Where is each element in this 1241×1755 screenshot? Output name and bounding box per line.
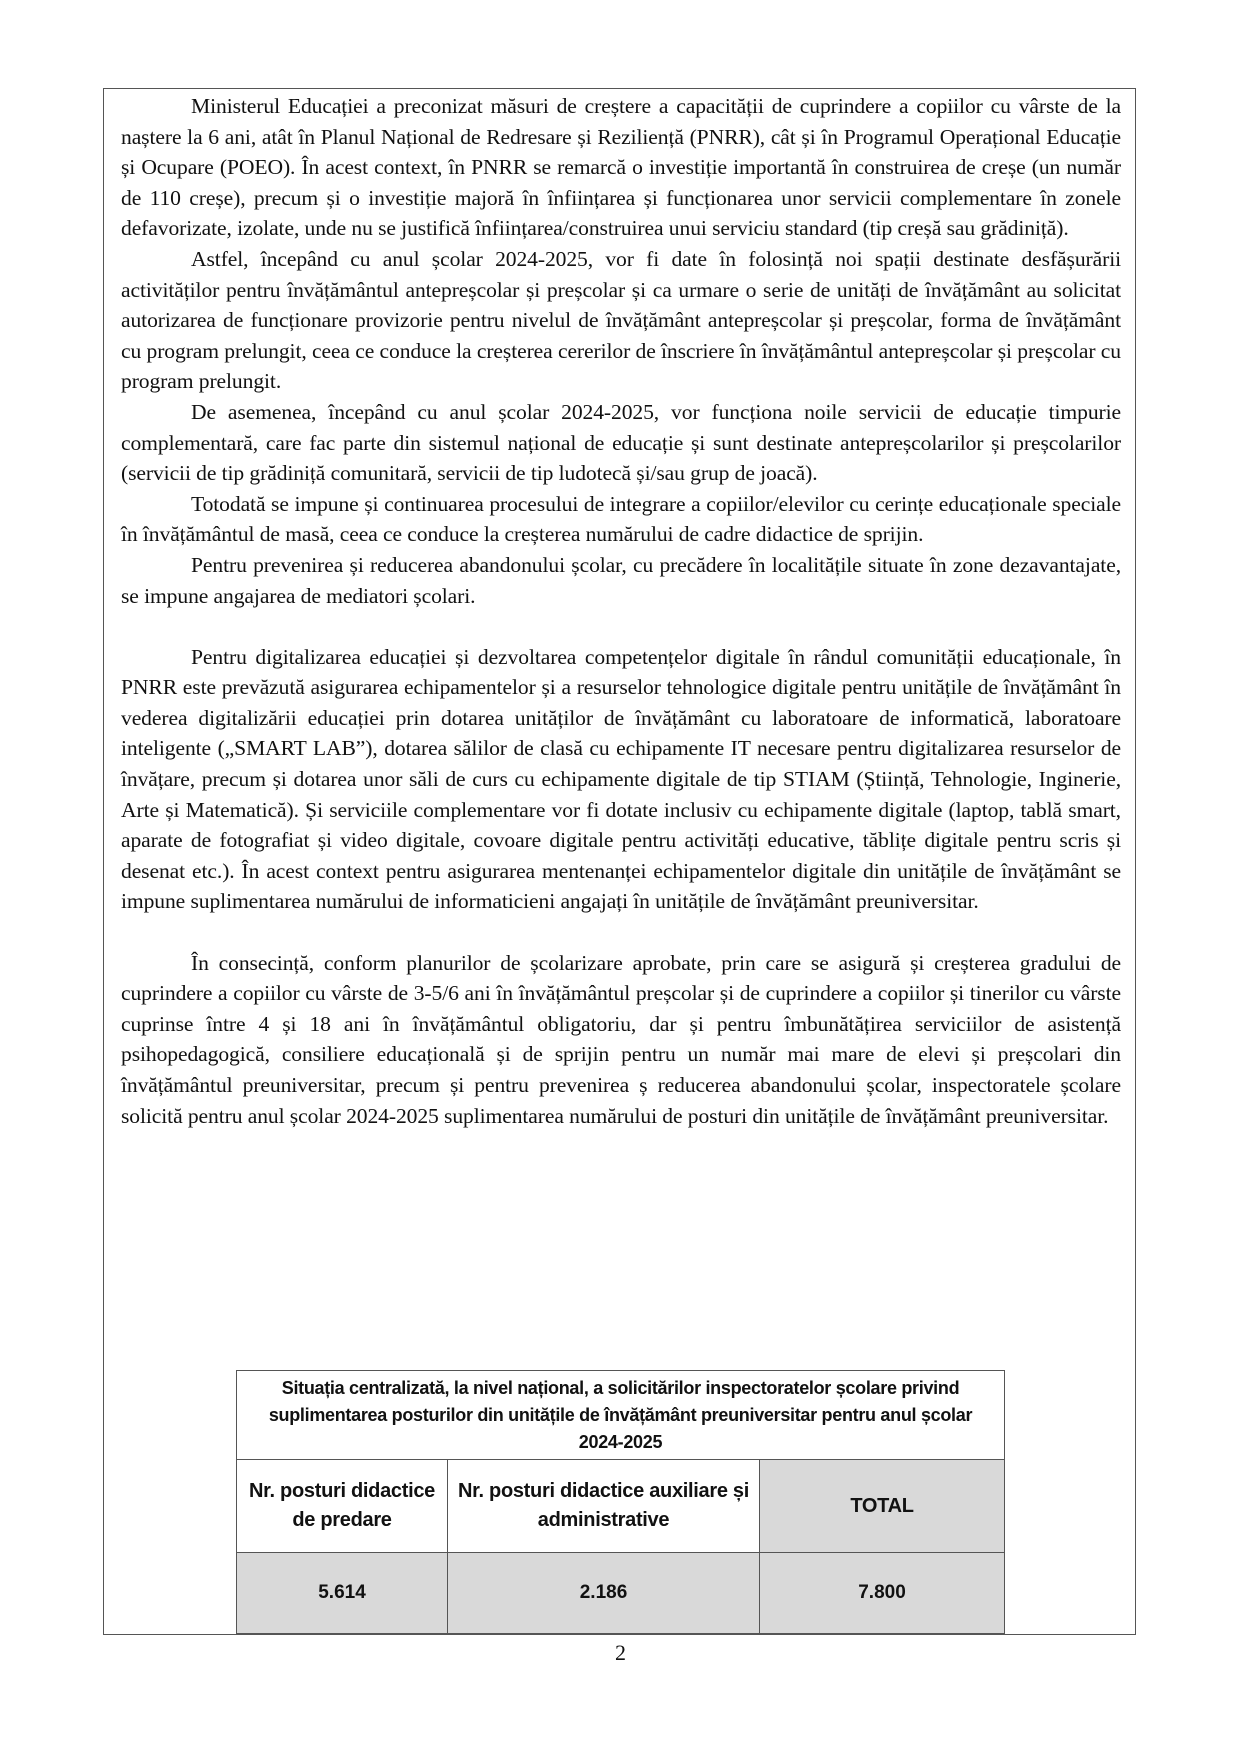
paragraph-new-preschool-spaces: Astfel, începând cu anul școlar 2024-2025, vor fi date în folosință noi spații destinate desfășurării activităților pentru învățământul antepreșcolar și preșcolar și ca urmare o serie de unități de învățământ au solicitat autorizarea de funcționare provizorie pentru nivelul de învățământ antepreșcolar și preșcolar, forma de învățământ cu program prelungit, ceea ce conduce la creșterea cererilor de înscriere în învățământul antepreșcolar și preșcolar cu program prelungit.	[121, 246, 1121, 394]
paragraph-conclusion: În consecință, conform planurilor de școlarizare aprobate, prin care se asigură și creșterea gradului de cuprindere a copiilor cu vârste de 3-5/6 ani în învățământul preșcolar și de cuprindere a copiilor și tinerilor cu vârste cuprinse între 4 și 18 ani în învățământul obligatoriu, dar și pentru îmbunătățirea serviciilor de asistență psihopedagogică, consiliere educațională și de sprijin pentru un număr mai mare de elevi și preșcolari din învățământul preuniversitar, precum și pentru prevenirea ș reducerea abandonului școlar, inspectoratele școlare solicită pentru anul școlar 2024-2025 suplimentarea numărului de posturi din unitățile de învățământ preuniversitar.	[121, 950, 1121, 1128]
header-total: TOTAL	[760, 1460, 1005, 1553]
header-auxiliary-admin-posts: Nr. posturi didactice auxiliare și administrative	[448, 1460, 760, 1553]
paragraph-complementary-services: De asemenea, începând cu anul școlar 2024-2025, vor funcționa noile servicii de educație timpurie complementară, care fac parte din sistemul național de educație și sunt destinate antepreșcolarilor și preșcolarilor (servicii de tip grădiniță comunitară, servicii de tip ludotecă și/sau grup de joacă).	[121, 399, 1121, 486]
paragraph-school-mediators: Pentru prevenirea și reducerea abandonului școlar, cu precădere în localitățile situate în zone dezavantajate, se impune angajarea de mediatori școlari.	[121, 552, 1121, 608]
paragraph-special-needs-integration: Totodată se impune și continuarea procesului de integrare a copiilor/elevilor cu cerințe educaționale speciale în învățământul de masă, ceea ce conduce la creșterea numărului de cadre didactice de sprijin.	[121, 491, 1121, 547]
header-teaching-posts: Nr. posturi didactice de predare	[237, 1460, 448, 1553]
table-row	[237, 1553, 1005, 1634]
value-total: 7.800	[760, 1553, 1005, 1634]
paragraph-digitalization: Pentru digitalizarea educației și dezvoltarea competențelor digitale în rândul comunității educaționale, în PNRR este prevăzută asigurarea echipamentelor și a resurselor tehnologice digitale pentru unitățile de învățământ în vederea digitalizării educației prin dotarea unităților de învățământ cu laboratoare de informatică, laboratoare inteligente („SMART LAB”), dotarea sălilor de clasă cu echipamente IT necesare pentru digitalizarea resurselor de învățare, precum și dotarea unor săli de curs cu echipamente digitale de tip STIAM (Știință, Tehnologie, Inginerie, Arte și Matematică). Și serviciile complementare vor fi dotate inclusiv cu echipamente digitale (laptop, tablă smart, aparate de fotografiat și video digitale, covoare digitale pentru activități educative, tăblițe digitale pentru scris și desenat etc.). În acest context pentru asigurarea mentenanței echipamentelor digitale din unitățile de învățământ se impune suplimentarea numărului de informaticieni angajați în unitățile de învățământ preuniversitar.	[121, 644, 1121, 914]
value-auxiliary-admin-posts: 2.186	[448, 1553, 760, 1634]
page-number: 2	[615, 1640, 626, 1665]
table-header-row	[237, 1460, 1005, 1553]
paragraph-early-education-investments: Ministerul Educației a preconizat măsuri de creștere a capacității de cuprindere a copiilor cu vârste de la naștere la 6 ani, atât în Planul Național de Redresare și Reziliență (PNRR), cât și în Programul Operațional Educație și Ocupare (POEO). În acest context, în PNRR se remarcă o investiție importantă în construirea de creșe (un număr de 110 creșe), precum și o investiție majoră în înființarea și funcționarea unor servicii complementare în zonele defavorizate, izolate, unde nu se justifică înființarea/construirea unui serviciu standard (tip creșă sau grădiniță).	[121, 94, 1121, 241]
value-teaching-posts: 5.614	[237, 1553, 448, 1634]
blank-line	[121, 917, 1121, 948]
table-title-row	[237, 1371, 1005, 1460]
blank-line	[121, 611, 1121, 642]
posts-summary-table	[236, 1370, 1005, 1634]
table-title: Situația centralizată, la nivel național, a solicitărilor inspectoratelor școlare privind suplimentarea posturilor din unitățile de învățământ preuniversitar pentru anul școlar 2024-2025	[237, 1371, 1005, 1460]
document-body	[121, 91, 1121, 1131]
